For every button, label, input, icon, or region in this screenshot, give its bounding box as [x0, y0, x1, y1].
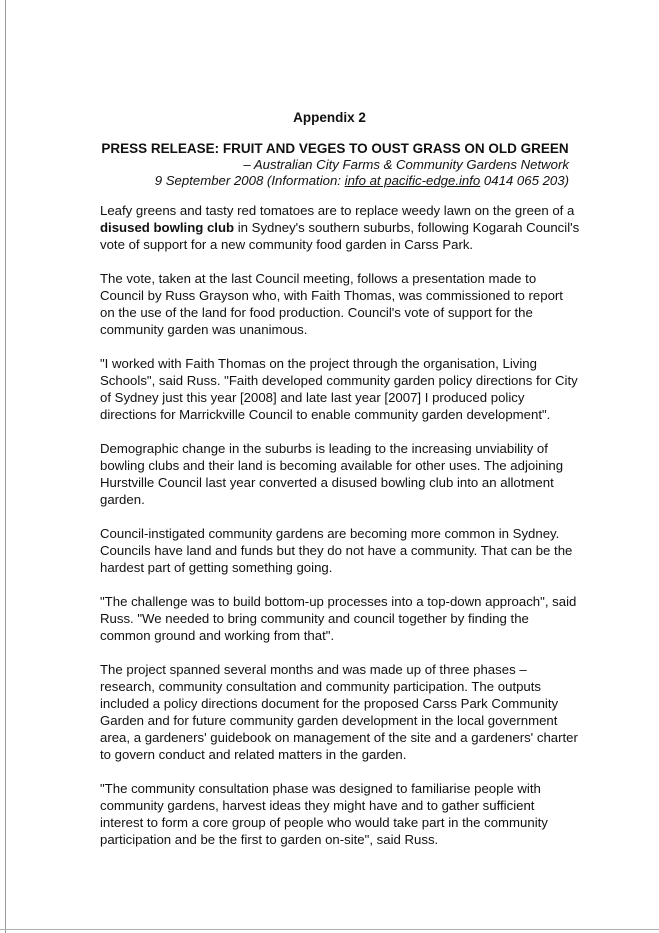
byline-contact-link[interactable]: info at pacific-edge.info [344, 173, 481, 188]
byline-organisation: – Australian City Farms & Community Gardens Network [243, 157, 569, 172]
paragraph-2: The vote, taken at the last Council meeting, follows a presentation made to Council by Russ Grayson who, with Faith Thomas, was commissioned to report on the use of the land for food production. Council's vote of support for the community garden was unanimous. [100, 271, 563, 337]
paragraph-1-end: in Sydney's southern suburbs, following Kogarah Council's vote of support for a new community food garden in Carss Park. [100, 220, 580, 252]
paragraph-3: "I worked with Faith Thomas on the project through the organisation, Living Schools", said Russ. "Faith developed community garden policy directions for City of Sydney just this year [2008] and late last year [2007] I produced policy directions for Marrickville Council to enable community garden development". [100, 356, 578, 422]
byline [155, 157, 569, 189]
paragraph-7: The project spanned several months and was made up of three phases – research, community consultation and community participation. The outputs included a policy directions document for the proposed Carss Park Community Garden and for future community garden development in the local government area, a gardeners' guidebook on management of the site and a gardeners' charter to govern conduct and related matters in the garden. [100, 662, 578, 762]
byline-date: 9 September 2008 (Information: [154, 173, 345, 188]
scan-left-edge [5, 0, 6, 933]
press-release-headline: PRESS RELEASE: FRUIT AND VEGES TO OUST GRASS ON OLD GREEN [101, 141, 569, 156]
byline-phone: 0414 065 203) [480, 173, 569, 188]
paragraph-1 [100, 202, 580, 253]
paragraph-1-start: Leafy greens and tasty red tomatoes are to replace weedy lawn on the green of a [100, 203, 575, 218]
paragraph-1-emphasis: disused bowling club [100, 220, 235, 235]
paragraph-6: "The challenge was to build bottom-up processes into a top-down approach", said Russ. "We needed to bring community and council together by finding the common ground and working from that". [100, 594, 577, 643]
article-body [100, 202, 580, 865]
scan-bottom-edge [0, 929, 659, 930]
paragraph-5: Council-instigated community gardens are becoming more common in Sydney. Councils have land and funds but they do not have a community. That can be the hardest part of getting something going. [100, 526, 573, 575]
appendix-title: Appendix 2 [293, 110, 366, 125]
paragraph-4: Demographic change in the suburbs is leading to the increasing unviability of bowling clubs and their land is becoming available for other uses. The adjoining Hurstville Council last year converted a disused bowling club into an allotment garden. [100, 441, 564, 507]
paragraph-8: "The community consultation phase was designed to familiarise people with community gardens, harvest ideas they might have and to gather sufficient interest to form a core group of people who would take part in the community participation and be the first to garden on-site", said Russ. [100, 781, 548, 847]
byline-date-line [155, 173, 569, 189]
